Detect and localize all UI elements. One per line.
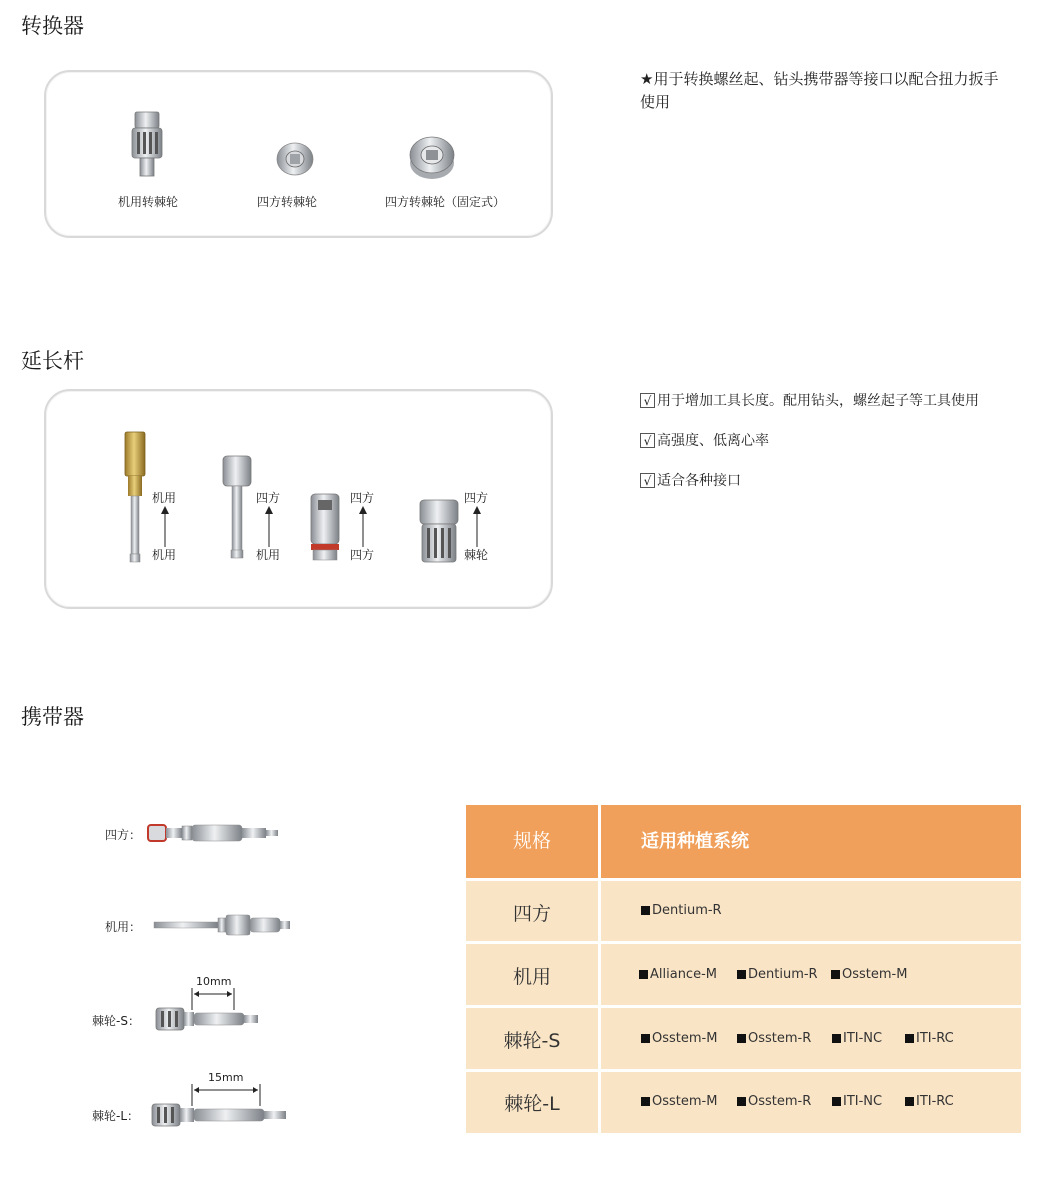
- table-divider: [466, 1069, 1021, 1072]
- square-ratchet-converter-image: [274, 140, 316, 178]
- table-row-1-system-1: Dentium-R: [641, 903, 722, 918]
- extension-feature-1: [640, 390, 979, 410]
- table-row-3-system-3: ITI-NC: [832, 1031, 882, 1046]
- table-row-1-spec: 四方: [512, 903, 551, 925]
- extension-feature-1-text: 用于增加工具长度。配用钻头，螺丝起子等工具使用: [657, 393, 979, 409]
- extension-rod-short-image: [309, 492, 341, 564]
- table-row-2-spec: 机用: [512, 966, 551, 988]
- square-bullet-icon: [905, 1097, 914, 1106]
- carrier-2-label: 机用：: [105, 920, 142, 934]
- extension-3-bottom-label: 四方: [350, 548, 375, 562]
- table-row-3-system-4: ITI-RC: [905, 1031, 954, 1046]
- extension-2-bottom-label: 机用: [256, 548, 281, 562]
- square-bullet-icon: [641, 906, 650, 915]
- square-bullet-icon: [832, 1034, 841, 1043]
- table-header-systems: 适用种植系统: [641, 831, 749, 852]
- table-divider: [466, 1005, 1021, 1008]
- square-ratchet-fixed-converter-image: [405, 133, 459, 181]
- square-bullet-icon: [641, 1034, 650, 1043]
- extension-feature-2: [640, 430, 769, 450]
- extension-1-top-label: 机用: [152, 491, 177, 505]
- extension-1-bottom-label: 机用: [152, 548, 177, 562]
- extension-2-top-label: 四方: [256, 491, 281, 505]
- converter-item-3-label: 四方转棘轮（固定式）: [385, 195, 506, 209]
- table-row-4-system-1: Osstem-M: [641, 1094, 717, 1109]
- checkmark-icon: √: [640, 393, 655, 408]
- converter-description: ★用于转换螺丝起、钻头携带器等接口以配合扭力扳手使用: [640, 70, 999, 111]
- table-row-4-system-3: ITI-NC: [832, 1094, 882, 1109]
- extension-feature-3-text: 适合各种接口: [657, 473, 741, 489]
- converter-item-2-label: 四方转棘轮: [257, 195, 318, 209]
- square-bullet-icon: [737, 970, 746, 979]
- extension-feature-3: [640, 470, 741, 490]
- table-header-spec: 规格: [512, 830, 551, 852]
- carrier-3-label: 棘轮-S：: [92, 1014, 140, 1028]
- converter-item-1-label: 机用转棘轮: [118, 195, 179, 209]
- extension-3-top-label: 四方: [350, 491, 375, 505]
- carrier-4-label: 棘轮-L：: [92, 1109, 140, 1123]
- carrier-ratchet-l-image: [148, 1082, 294, 1132]
- extension-4-bottom-label: 棘轮: [464, 548, 489, 562]
- arrow-up-icon: [357, 505, 369, 547]
- square-bullet-icon: [905, 1034, 914, 1043]
- carrier-title: 携带器: [21, 705, 84, 729]
- table-row-4-spec: 棘轮-L: [504, 1093, 560, 1115]
- table-row-3-system-1: Osstem-M: [641, 1031, 717, 1046]
- table-divider: [466, 941, 1021, 944]
- square-bullet-icon: [639, 970, 648, 979]
- arrow-up-icon: [263, 505, 275, 547]
- square-bullet-icon: [737, 1034, 746, 1043]
- extension-rod-square-image: [220, 454, 254, 560]
- table-row-4-system-2: Osstem-R: [737, 1094, 811, 1109]
- table-row-2-system-1: Alliance-M: [639, 967, 717, 982]
- table-row-3-spec: 棘轮-S: [503, 1030, 561, 1052]
- arrow-up-icon: [159, 505, 171, 547]
- table-column-divider: [598, 805, 601, 1133]
- carrier-4-dimension: 15mm: [208, 1071, 244, 1084]
- carrier-square-image: [146, 820, 282, 846]
- extension-4-top-label: 四方: [464, 491, 489, 505]
- carrier-contra-angle-image: [152, 912, 292, 938]
- carrier-1-label: 四方：: [105, 828, 142, 842]
- extension-title: 延长杆: [21, 349, 84, 373]
- extension-rod-contra-angle-image: [118, 430, 152, 566]
- extension-rod-ratchet-image: [417, 498, 461, 566]
- table-row-2-system-2: Dentium-R: [737, 967, 818, 982]
- square-bullet-icon: [737, 1097, 746, 1106]
- table-row-4-system-4: ITI-RC: [905, 1094, 954, 1109]
- arrow-up-icon: [471, 505, 483, 547]
- square-bullet-icon: [832, 1097, 841, 1106]
- checkmark-icon: √: [640, 473, 655, 488]
- checkmark-icon: √: [640, 433, 655, 448]
- converter-title: 转换器: [21, 14, 84, 38]
- square-bullet-icon: [641, 1097, 650, 1106]
- square-bullet-icon: [831, 970, 840, 979]
- carrier-ratchet-s-image: [152, 986, 262, 1036]
- carrier-3-dimension: 10mm: [196, 975, 232, 988]
- table-row-3-system-2: Osstem-R: [737, 1031, 811, 1046]
- extension-feature-2-text: 高强度、低离心率: [657, 433, 769, 449]
- table-divider: [466, 878, 1021, 881]
- ratchet-converter-image: [128, 110, 168, 178]
- table-row-2-system-3: Osstem-M: [831, 967, 907, 982]
- spec-table: [466, 805, 1021, 1133]
